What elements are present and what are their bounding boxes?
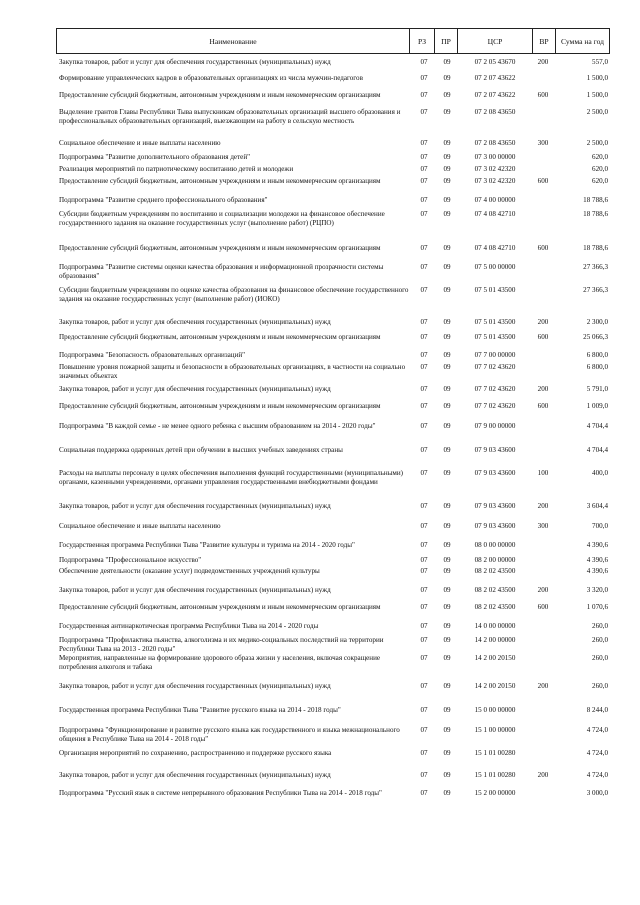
- cell-vr: 200: [537, 385, 549, 393]
- cell-csr: 14 2 00 00000: [474, 636, 516, 644]
- cell-sum: 260,0: [592, 654, 608, 662]
- cell-vr: 600: [537, 603, 549, 611]
- cell-name: Подпрограмма "Безопасность образовательных организаций": [59, 351, 246, 359]
- cell-sum: 2 500,0: [586, 108, 608, 116]
- cell-rz: 07: [420, 58, 428, 66]
- cell-pr: 09: [443, 749, 451, 757]
- cell-vr: 600: [537, 177, 549, 185]
- cell-csr: 15 1 01 00280: [474, 771, 516, 779]
- cell-pr: 09: [443, 771, 451, 779]
- cell-rz: 07: [420, 789, 428, 797]
- header-vr: ВР: [533, 29, 556, 53]
- cell-rz: 07: [420, 636, 428, 644]
- cell-name: Закупка товаров, работ и услуг для обеспечения государственных (муниципальных) нужд: [59, 586, 331, 594]
- cell-sum: 620,0: [592, 165, 608, 173]
- cell-name: Социальное обеспечение и иные выплаты населению: [59, 139, 221, 147]
- cell-pr: 09: [443, 165, 451, 173]
- cell-rz: 07: [420, 351, 428, 359]
- cell-rz: 07: [420, 91, 428, 99]
- cell-pr: 09: [443, 385, 451, 393]
- cell-name: Предоставление субсидий бюджетным, автономным учреждениям и иным некоммерческим организациям: [59, 333, 381, 341]
- cell-rz: 07: [420, 771, 428, 779]
- budget-table: [56, 28, 610, 888]
- cell-sum: 260,0: [592, 636, 608, 644]
- cell-name: Государственная программа Республики Тыва "Развитие культуры и туризма на 2014 - 2020 годы": [59, 541, 355, 549]
- cell-name: Предоставление субсидий бюджетным, автономным учреждениям и иным некоммерческим организациям: [59, 402, 381, 410]
- cell-pr: 09: [443, 522, 451, 530]
- header-sum: Сумма на год: [560, 36, 605, 46]
- cell-sum: 4 390,6: [586, 567, 608, 575]
- cell-rz: 07: [420, 749, 428, 757]
- cell-csr: 07 4 00 00000: [474, 196, 516, 204]
- cell-rz: 07: [420, 139, 428, 147]
- cell-csr: 08 2 02 43500: [474, 603, 516, 611]
- cell-rz: 07: [420, 682, 428, 690]
- cell-csr: 15 1 01 00280: [474, 749, 516, 757]
- cell-name: Государственная программа Республики Тыва "Развитие русского языка на 2014 - 2018 годы": [59, 706, 341, 714]
- table-header: [56, 28, 610, 54]
- cell-pr: 09: [443, 726, 451, 734]
- cell-name: Закупка товаров, работ и услуг для обеспечения государственных (муниципальных) нужд: [59, 771, 331, 779]
- cell-sum: 25 066,3: [583, 333, 608, 341]
- cell-sum: 3 604,4: [586, 502, 608, 510]
- cell-pr: 09: [443, 789, 451, 797]
- cell-vr: 600: [537, 244, 549, 252]
- cell-vr: 600: [537, 402, 549, 410]
- cell-pr: 09: [443, 363, 451, 371]
- cell-pr: 09: [443, 422, 451, 430]
- cell-csr: 07 2 05 43670: [474, 58, 516, 66]
- cell-csr: 07 9 00 00000: [474, 422, 516, 430]
- cell-name: Подпрограмма "Функционирование и развитие русского языка как государственного и языка межнационального общения в Республике Тыва на 2014 - 2018 годы": [59, 726, 400, 743]
- cell-name: Субсидии бюджетным учреждениям по воспитанию и социализации молодежи на финансовое обеспечение государственного задания на оказание государственных услуг (выполнение работ) (РЦПО): [59, 210, 385, 227]
- cell-pr: 09: [443, 74, 451, 82]
- cell-csr: 15 0 00 00000: [474, 706, 516, 714]
- cell-sum: 260,0: [592, 682, 608, 690]
- cell-sum: 18 788,6: [583, 244, 608, 252]
- cell-csr: 14 2 00 20150: [474, 654, 516, 662]
- cell-vr: 100: [537, 469, 549, 477]
- cell-pr: 09: [443, 469, 451, 477]
- cell-pr: 09: [443, 210, 451, 218]
- cell-sum: 260,0: [592, 622, 608, 630]
- cell-pr: 09: [443, 541, 451, 549]
- cell-sum: 700,0: [592, 522, 608, 530]
- cell-pr: 09: [443, 636, 451, 644]
- cell-sum: 1 500,0: [586, 74, 608, 82]
- cell-sum: 4 390,6: [586, 556, 608, 564]
- cell-rz: 07: [420, 153, 428, 161]
- cell-rz: 07: [420, 385, 428, 393]
- cell-rz: 07: [420, 318, 428, 326]
- cell-name: Закупка товаров, работ и услуг для обеспечения государственных (муниципальных) нужд: [59, 502, 331, 510]
- cell-vr: 200: [537, 586, 549, 594]
- header-rz: РЗ: [410, 29, 435, 53]
- cell-rz: 07: [420, 165, 428, 173]
- cell-pr: 09: [443, 567, 451, 575]
- cell-csr: 14 2 00 20150: [474, 682, 516, 690]
- cell-sum: 8 244,0: [586, 706, 608, 714]
- cell-name: Закупка товаров, работ и услуг для обеспечения государственных (муниципальных) нужд: [59, 58, 331, 66]
- cell-sum: 4 704,4: [586, 446, 608, 454]
- cell-name: Подпрограмма "Развитие системы оценки качества образования и информационной прозрачности системы образования": [59, 263, 384, 280]
- cell-pr: 09: [443, 586, 451, 594]
- cell-pr: 09: [443, 58, 451, 66]
- cell-pr: 09: [443, 622, 451, 630]
- cell-sum: 4 724,0: [586, 771, 608, 779]
- cell-rz: 07: [420, 422, 428, 430]
- cell-pr: 09: [443, 654, 451, 662]
- cell-sum: 2 500,0: [586, 139, 608, 147]
- cell-rz: 07: [420, 567, 428, 575]
- cell-vr: 200: [537, 771, 549, 779]
- cell-csr: 08 2 02 43500: [474, 567, 516, 575]
- cell-sum: 5 791,0: [586, 385, 608, 393]
- cell-name: Расходы на выплаты персоналу в целях обеспечения выполнения функций государственными (муниципальными) органами, казенными учреждениями, органами управления государственными внебюджетными фондами: [59, 469, 404, 486]
- cell-rz: 07: [420, 333, 428, 341]
- cell-sum: 3 000,0: [586, 789, 608, 797]
- cell-csr: 14 0 00 00000: [474, 622, 516, 630]
- cell-pr: 09: [443, 263, 451, 271]
- cell-sum: 4 390,6: [586, 541, 608, 549]
- cell-name: Субсидии бюджетным учреждениям по оценке качества образования на финансовое обеспечение государственного задания на оказание государственных услуг (выполнение работ) (ИОКО): [59, 286, 409, 303]
- cell-csr: 07 7 00 00000: [474, 351, 516, 359]
- cell-csr: 07 5 00 00000: [474, 263, 516, 271]
- cell-vr: 200: [537, 58, 549, 66]
- cell-rz: 07: [420, 446, 428, 454]
- cell-pr: 09: [443, 108, 451, 116]
- cell-name: Организация мероприятий по сохранению, распространению и поддержке русского языка: [59, 749, 332, 757]
- cell-rz: 07: [420, 556, 428, 564]
- cell-name: Выделение грантов Главы Республики Тыва выпускникам образовательных организаций высшего образования и профессиональных образовательных организаций, выезжающим на работу в сельскую местность: [59, 108, 401, 125]
- cell-vr: 300: [537, 522, 549, 530]
- cell-rz: 07: [420, 622, 428, 630]
- cell-rz: 07: [420, 286, 428, 294]
- cell-pr: 09: [443, 682, 451, 690]
- cell-rz: 07: [420, 654, 428, 662]
- cell-name: Подпрограмма "В каждой семье - не менее одного ребенка с высшим образованием на 2014 - 2020 годы": [59, 422, 376, 430]
- cell-name: Закупка товаров, работ и услуг для обеспечения государственных (муниципальных) нужд: [59, 385, 331, 393]
- cell-rz: 07: [420, 469, 428, 477]
- cell-pr: 09: [443, 91, 451, 99]
- cell-csr: 07 2 07 43622: [474, 91, 516, 99]
- cell-rz: 07: [420, 541, 428, 549]
- cell-csr: 07 7 02 43620: [474, 363, 516, 371]
- cell-rz: 07: [420, 522, 428, 530]
- cell-sum: 557,0: [592, 58, 608, 66]
- cell-csr: 07 2 08 43650: [474, 108, 516, 116]
- cell-rz: 07: [420, 108, 428, 116]
- cell-pr: 09: [443, 706, 451, 714]
- cell-pr: 09: [443, 286, 451, 294]
- cell-name: Обеспечение деятельности (оказание услуг) подведомственных учреждений культуры: [59, 567, 320, 575]
- cell-rz: 07: [420, 263, 428, 271]
- cell-sum: 18 788,6: [583, 210, 608, 218]
- cell-sum: 6 800,0: [586, 363, 608, 371]
- cell-rz: 07: [420, 586, 428, 594]
- cell-sum: 4 724,0: [586, 749, 608, 757]
- cell-pr: 09: [443, 177, 451, 185]
- cell-vr: 600: [537, 333, 549, 341]
- cell-name: Мероприятия, направленные на формирование здорового образа жизни у населения, включая сокращение потребления алкоголя и табака: [59, 654, 381, 671]
- cell-sum: 4 724,0: [586, 726, 608, 734]
- cell-vr: 300: [537, 139, 549, 147]
- cell-pr: 09: [443, 244, 451, 252]
- cell-sum: 4 704,4: [586, 422, 608, 430]
- cell-name: Предоставление субсидий бюджетным, автономным учреждениям и иным некоммерческим организациям: [59, 91, 381, 99]
- cell-name: Реализация мероприятий по патриотическому воспитанию детей и молодежи: [59, 165, 294, 173]
- cell-csr: 15 1 00 00000: [474, 726, 516, 734]
- header-name: Наименование: [57, 29, 410, 53]
- cell-rz: 07: [420, 502, 428, 510]
- cell-pr: 09: [443, 351, 451, 359]
- cell-name: Подпрограмма "Развитие дополнительного образования детей": [59, 153, 251, 161]
- cell-pr: 09: [443, 196, 451, 204]
- cell-vr: 200: [537, 682, 549, 690]
- cell-csr: 07 4 08 42710: [474, 210, 516, 218]
- cell-vr: 200: [537, 502, 549, 510]
- cell-pr: 09: [443, 502, 451, 510]
- cell-sum: 1 009,0: [586, 402, 608, 410]
- cell-csr: 07 9 03 43600: [474, 522, 516, 530]
- cell-sum: 18 788,6: [583, 196, 608, 204]
- cell-rz: 07: [420, 402, 428, 410]
- cell-name: Закупка товаров, работ и услуг для обеспечения государственных (муниципальных) нужд: [59, 318, 331, 326]
- cell-csr: 07 9 03 43600: [474, 502, 516, 510]
- cell-sum: 6 800,0: [586, 351, 608, 359]
- cell-csr: 07 5 01 43500: [474, 286, 516, 294]
- cell-name: Предоставление субсидий бюджетным, автономным учреждениям и иным некоммерческим организациям: [59, 244, 381, 252]
- cell-csr: 07 3 02 42320: [474, 177, 516, 185]
- cell-rz: 07: [420, 726, 428, 734]
- cell-rz: 07: [420, 210, 428, 218]
- cell-csr: 07 7 02 43620: [474, 385, 516, 393]
- cell-name: Повышение уровня пожарной защиты и безопасности в образовательных организациях, в частности на социально значимых объектах: [59, 363, 406, 380]
- cell-pr: 09: [443, 446, 451, 454]
- cell-csr: 08 2 02 43500: [474, 586, 516, 594]
- cell-rz: 07: [420, 706, 428, 714]
- cell-sum: 620,0: [592, 177, 608, 185]
- cell-rz: 07: [420, 363, 428, 371]
- cell-pr: 09: [443, 333, 451, 341]
- cell-name: Предоставление субсидий бюджетным, автономным учреждениям и иным некоммерческим организациям: [59, 177, 381, 185]
- cell-sum: 3 320,0: [586, 586, 608, 594]
- cell-csr: 07 5 01 43500: [474, 318, 516, 326]
- cell-name: Закупка товаров, работ и услуг для обеспечения государственных (муниципальных) нужд: [59, 682, 331, 690]
- cell-sum: 400,0: [592, 469, 608, 477]
- cell-rz: 07: [420, 603, 428, 611]
- cell-rz: 07: [420, 196, 428, 204]
- cell-csr: 07 2 07 43622: [474, 74, 516, 82]
- cell-csr: 08 0 00 00000: [474, 541, 516, 549]
- cell-name: Социальная поддержка одаренных детей при обучении в высших учебных заведениях страны: [59, 446, 343, 454]
- cell-csr: 07 4 08 42710: [474, 244, 516, 252]
- cell-rz: 07: [420, 74, 428, 82]
- cell-pr: 09: [443, 603, 451, 611]
- cell-name: Формирование управленческих кадров в образовательных организациях из числа мужчин-педагогов: [59, 74, 363, 82]
- cell-vr: 600: [537, 91, 549, 99]
- cell-name: Подпрограмма "Русский язык в системе непрерывного образования Республики Тыва на 2014 - 2018 годы": [59, 789, 382, 797]
- cell-sum: 2 300,0: [586, 318, 608, 326]
- cell-csr: 07 7 02 43620: [474, 402, 516, 410]
- cell-pr: 09: [443, 556, 451, 564]
- cell-rz: 07: [420, 244, 428, 252]
- cell-name: Государственная антинаркотическая программа Республики Тыва на 2014 - 2020 годы: [59, 622, 319, 630]
- cell-csr: 15 2 00 00000: [474, 789, 516, 797]
- cell-name: Подпрограмма "Профилактика пьянства, алкоголизма и их медико-социальных последствий на территории Республики Тыва на 2013 - 2020 годы": [59, 636, 384, 653]
- cell-name: Подпрограмма "Развитие среднего профессионального образования": [59, 196, 268, 204]
- cell-csr: 08 2 00 00000: [474, 556, 516, 564]
- cell-vr: 200: [537, 318, 549, 326]
- cell-sum: 27 366,3: [583, 263, 608, 271]
- cell-csr: 07 9 03 43600: [474, 446, 516, 454]
- cell-name: Предоставление субсидий бюджетным, автономным учреждениям и иным некоммерческим организациям: [59, 603, 381, 611]
- cell-sum: 1 500,0: [586, 91, 608, 99]
- cell-pr: 09: [443, 402, 451, 410]
- cell-name: Социальное обеспечение и иные выплаты населению: [59, 522, 221, 530]
- cell-csr: 07 3 02 42320: [474, 165, 516, 173]
- cell-sum: 27 366,3: [583, 286, 608, 294]
- cell-pr: 09: [443, 318, 451, 326]
- header-csr: ЦСР: [458, 29, 533, 53]
- cell-csr: 07 2 08 43650: [474, 139, 516, 147]
- cell-csr: 07 3 00 00000: [474, 153, 516, 161]
- cell-csr: 07 9 03 43600: [474, 469, 516, 477]
- cell-pr: 09: [443, 153, 451, 161]
- cell-csr: 07 5 01 43500: [474, 333, 516, 341]
- header-pr: ПР: [435, 29, 458, 53]
- cell-rz: 07: [420, 177, 428, 185]
- cell-name: Подпрограмма "Профессиональное искусство": [59, 556, 202, 564]
- cell-sum: 1 070,6: [586, 603, 608, 611]
- cell-sum: 620,0: [592, 153, 608, 161]
- cell-pr: 09: [443, 139, 451, 147]
